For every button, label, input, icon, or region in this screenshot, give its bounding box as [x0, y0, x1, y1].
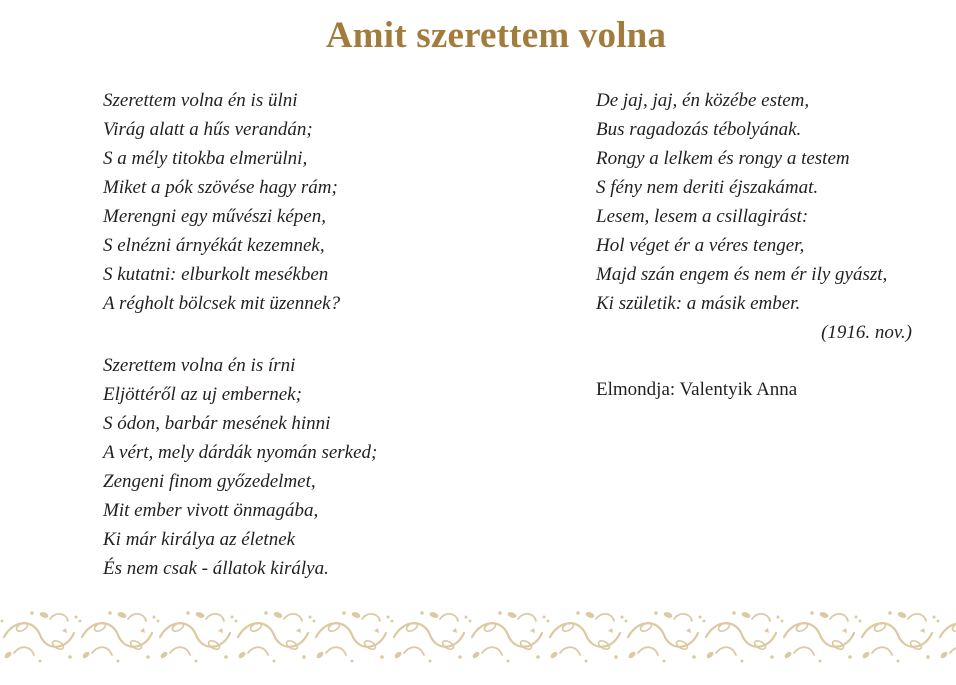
- poem-line: Merengni egy művészi képen,: [103, 206, 326, 227]
- poem-line: És nem csak - állatok királya.: [103, 558, 329, 579]
- floral-ornament-border: [0, 605, 956, 667]
- poem-line: Hol véget ér a véres tenger,: [596, 235, 805, 256]
- poem-line: A régholt bölcsek mit üzennek?: [103, 293, 341, 314]
- poem-line: S ódon, barbár mesének hinni: [103, 413, 331, 434]
- stanza-1: [103, 86, 463, 318]
- poem-line: Szerettem volna én is ülni: [103, 90, 298, 111]
- stanza-gap: [103, 318, 463, 351]
- poem-line: Eljöttéről az uj embernek;: [103, 384, 302, 405]
- poem-date: (1916. nov.): [821, 322, 912, 343]
- poem-line: Miket a pók szövése hagy rám;: [103, 177, 338, 198]
- poem-line: S a mély titokba elmerülni,: [103, 148, 308, 169]
- poem-line: S kutatni: elburkolt mesékben: [103, 264, 329, 285]
- poem-line: Majd szán engem és nem ér ily gyászt,: [596, 264, 888, 285]
- poem-line: Ki születik: a másik ember.: [596, 293, 801, 314]
- stanza-3: [596, 86, 916, 318]
- poem-line: Bus ragadozás tébolyának.: [596, 119, 802, 140]
- poem-line: Zengeni finom győzedelmet,: [103, 471, 316, 492]
- reciter-credit: Elmondja: Valentyik Anna: [596, 379, 798, 400]
- poem-line: Rongy a lelkem és rongy a testem: [596, 148, 850, 169]
- poem-line: S elnézni árnyékát kezemnek,: [103, 235, 325, 256]
- right-column: [596, 86, 916, 347]
- poem-line: De jaj, jaj, én közébe estem,: [596, 90, 810, 111]
- poem-line: A vért, mely dárdák nyomán serked;: [103, 442, 378, 463]
- stanza-2: [103, 351, 463, 583]
- poem-line: Mit ember vivott önmagába,: [103, 500, 319, 521]
- poem-line: Ki már királya az életnek: [103, 529, 296, 550]
- left-column: [103, 86, 463, 583]
- poem-line: Szerettem volna én is írni: [103, 355, 296, 376]
- poem-line: Virág alatt a hűs verandán;: [103, 119, 313, 140]
- poem-title: Amit szerettem volna: [325, 15, 667, 56]
- poem-line: S fény nem deriti éjszakámat.: [596, 177, 819, 198]
- poem-line: Lesem, lesem a csillagirást:: [596, 206, 809, 227]
